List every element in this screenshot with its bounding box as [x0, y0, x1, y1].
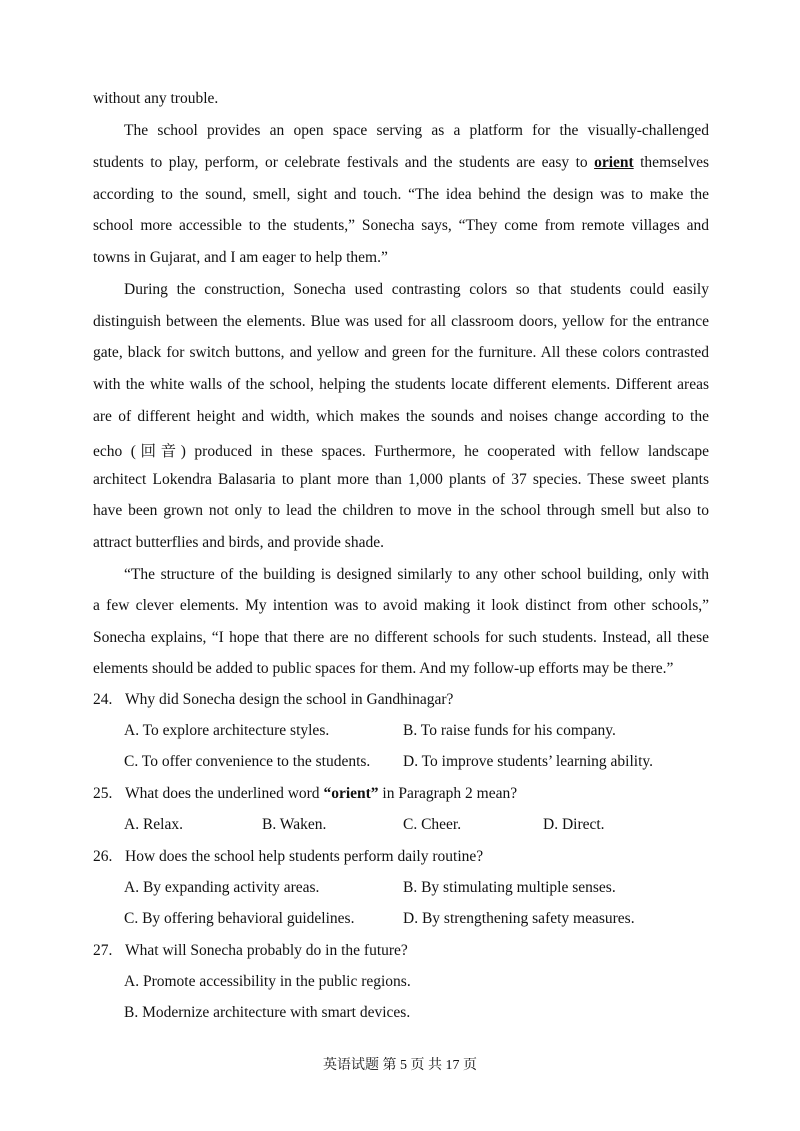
passage-text: students to play, perform, or celebrate festivals and the students are easy to: [93, 154, 595, 171]
option-25-a: A. Relax.: [124, 816, 183, 833]
passage-line: elements should be added to public spaces for them. And my follow-up efforts may be there.”: [93, 660, 674, 677]
passage-line: architect Lokendra Balasaria to plant more than 1,000 plants of 37 species. These sweet plants: [93, 471, 709, 488]
underlined-word-orient: orient: [594, 154, 634, 171]
passage-line: school more accessible to the students,” Sonecha says, “They come from remote villages and: [93, 217, 709, 234]
passage-line: “The structure of the building is designed similarly to any other school building, only with: [124, 566, 709, 583]
option-26-a: A. By expanding activity areas.: [124, 879, 320, 896]
passage-line: [93, 154, 709, 172]
question-26: [93, 848, 483, 866]
option-24-b: B. To raise funds for his company.: [403, 722, 616, 739]
passage-line: distinguish between the elements. Blue was used for all classroom doors, yellow for the entrance: [93, 313, 709, 330]
passage-line: The school provides an open space serving as a platform for the visually-challenged: [124, 122, 709, 139]
option-24-d: D. To improve students’ learning ability.: [403, 753, 654, 770]
question-number: 25.: [93, 785, 113, 802]
question-text: What does the underlined word: [125, 785, 324, 802]
passage-line: Sonecha explains, “I hope that there are no different schools for such students. Instead, all these: [93, 629, 709, 646]
question-number: 26.: [93, 848, 113, 865]
option-25-d: D. Direct.: [543, 816, 605, 833]
option-26-d: D. By strengthening safety measures.: [403, 910, 635, 927]
passage-line: have been grown not only to lead the children to move in the school through smell but also to: [93, 502, 709, 519]
passage-line: without any trouble.: [93, 90, 219, 107]
option-25-b: B. Waken.: [262, 816, 327, 833]
question-text: What will Sonecha probably do in the future?: [125, 942, 408, 959]
passage-line: with the white walls of the school, helping the students locate different elements. Different areas: [93, 376, 709, 393]
question-text: in Paragraph 2 mean?: [378, 785, 518, 802]
question-keyword: “orient”: [323, 785, 379, 802]
question-number: 27.: [93, 942, 113, 959]
passage-line: attract butterflies and birds, and provide shade.: [93, 534, 384, 551]
option-26-b: B. By stimulating multiple senses.: [403, 879, 616, 896]
question-text: Why did Sonecha design the school in Gandhinagar?: [125, 691, 454, 708]
passage-line: During the construction, Sonecha used contrasting colors so that students could easily: [124, 281, 709, 298]
option-25-c: C. Cheer.: [403, 816, 462, 833]
option-26-c: C. By offering behavioral guidelines.: [124, 910, 355, 927]
question-text: How does the school help students perform daily routine?: [125, 848, 484, 865]
option-27-b: B. Modernize architecture with smart devices.: [124, 1004, 411, 1021]
page-footer: 英语试题 第 5 页 共 17 页: [323, 1058, 477, 1073]
passage-line: towns in Gujarat, and I am eager to help them.”: [93, 249, 388, 266]
question-number: 24.: [93, 691, 113, 708]
option-27-a: A. Promote accessibility in the public regions.: [124, 973, 411, 990]
passage-text: themselves: [633, 154, 710, 171]
question-27: [93, 942, 408, 960]
passage-line: echo (回音) produced in these spaces. Furthermore, he cooperated with fellow landscape: [93, 443, 709, 460]
passage-line: a few clever elements. My intention was to avoid making it look distinct from other schools,”: [93, 597, 709, 614]
passage-line: gate, black for switch buttons, and yellow and green for the furniture. All these colors contrasted: [93, 344, 709, 361]
option-24-a: A. To explore architecture styles.: [124, 722, 330, 739]
option-24-c: C. To offer convenience to the students.: [124, 753, 371, 770]
question-24: [93, 691, 453, 709]
passage-line: are of different height and width, which makes the sounds and noises change according to the: [93, 408, 709, 425]
question-25: [93, 785, 517, 803]
passage-line: according to the sound, smell, sight and touch. “The idea behind the design was to make the: [93, 186, 709, 203]
